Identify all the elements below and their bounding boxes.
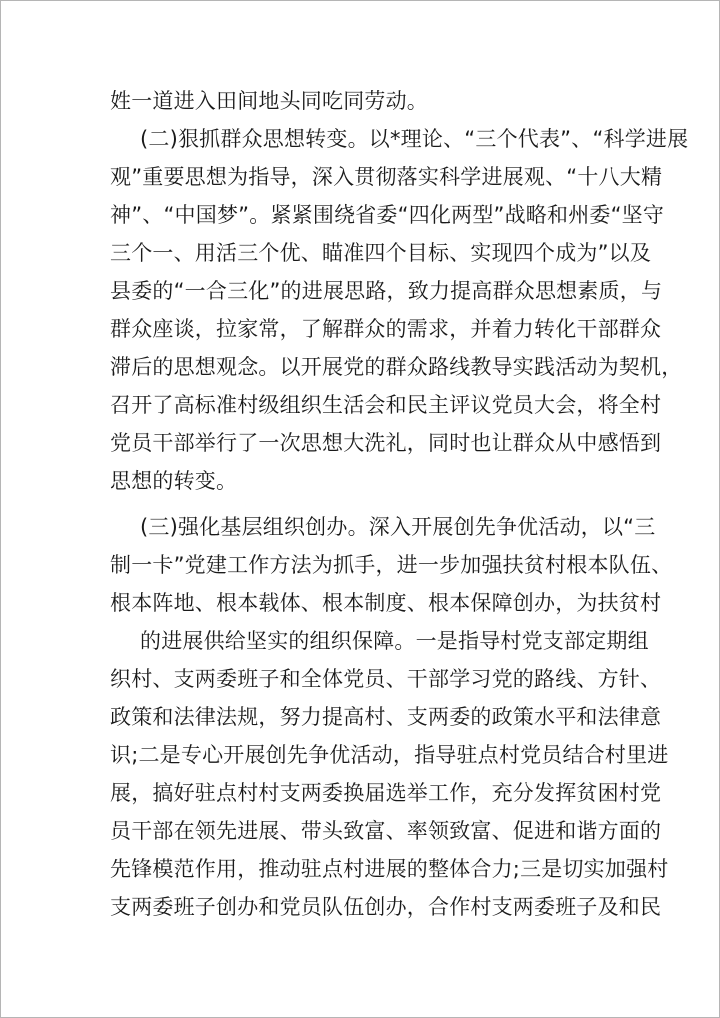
text-line: 政策和法律法规，努力提高村、支两委的政策水平和法律意 <box>110 705 662 729</box>
text-line: 员干部在领先进展、带头致富、率领致富、促进和谐方面的 <box>110 819 662 843</box>
text-line: 思想的转变。 <box>110 469 238 493</box>
text-line: 织村、支两委班子和全体党员、干部学习党的路线、方针、 <box>110 667 662 691</box>
text-line: 群众座谈，拉家常，了解群众的需求，并着力转化干部群众 <box>110 317 662 341</box>
text-line: 制一卡”党建工作方法为抓手，进一步加强扶贫村根本队伍、 <box>110 553 673 577</box>
text-line: 展，搞好驻点村村支两委换届选举工作，充分发挥贫困村党 <box>110 781 662 805</box>
text-line: 滞后的思想观念。以开展党的群众路线教导实践活动为契机， <box>110 355 683 379</box>
text-line: 的进展供给坚实的组织保障。一是指导村党支部定期组 <box>140 629 649 653</box>
paragraph-heading-3: (三)强化基层组织创办。深入开展创先争优活动，以“三 <box>140 515 656 539</box>
paragraph-heading-2: (二)狠抓群众思想转变。以*理论、“三个代表”、“科学进展 <box>140 127 689 151</box>
text-line: 三个一、用活三个优、瞄准四个目标、实现四个成为”以及 <box>110 241 652 265</box>
text-line: 支两委班子创办和党员队伍创办，合作村支两委班子及和民 <box>110 895 662 919</box>
text-line: 神”、“中国梦”。紧紧围绕省委“四化两型”战略和州委“坚守 <box>110 203 665 227</box>
document-body <box>110 82 689 926</box>
text-line: 观”重要思想为指导，深入贯彻落实科学进展观、“十八大精 <box>110 165 663 189</box>
text-line: 县委的“一合三化”的进展思路，致力提高群众思想素质，与 <box>110 279 663 303</box>
text-line: 识;二是专心开展创先争优活动，指导驻点村党员结合村里进 <box>110 743 669 767</box>
text-line: 党员干部举行了一次思想大洗礼，同时也让群众从中感悟到 <box>110 431 662 455</box>
text-line: 先锋模范作用，推动驻点村进展的整体合力;三是切实加强村 <box>110 857 669 881</box>
text-line: 召开了高标准村级组织生活会和民主评议党员大会，将全村 <box>110 393 662 417</box>
text-line: 根本阵地、根本载体、根本制度、根本保障创办，为扶贫村 <box>110 591 662 615</box>
text-line: 姓一道进入田间地头同吃同劳动。 <box>110 89 428 113</box>
